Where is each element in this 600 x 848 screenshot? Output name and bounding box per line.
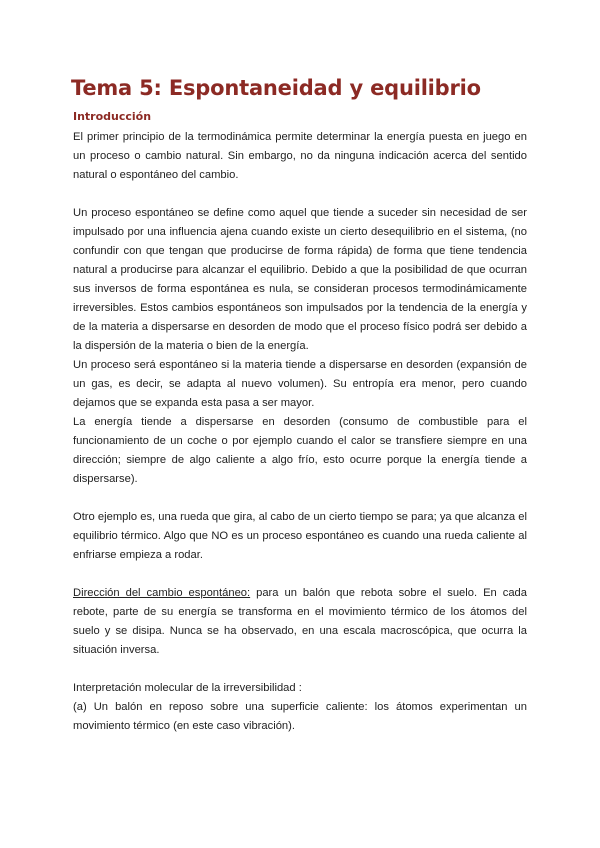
paragraph-direction [73,584,527,660]
paragraph-matter-dispersion: Un proceso será espontáneo si la materia tiende a dispersarse en desorden (expansión de un gas, es decir, se adapta al nuevo volumen). Su entropía era menor, pero cuando dejamos que se expanda esta pasa a ser mayor. [73,359,527,409]
paragraph-wheel-example: Otro ejemplo es, una rueda que gira, al cabo de un cierto tiempo se para; ya que alcanza el equilibrio térmico. Algo que NO es un proceso espontáneo es cuando una rueda caliente al enfriarse empieza a rodar. [73,511,527,561]
paragraph-molecular-heading: Interpretación molecular de la irreversibilidad : [73,682,302,694]
paragraph-energy-dispersion: La energía tiende a dispersarse en desorden (consumo de combustible para el funcionamiento de un coche o por ejemplo cuando el calor se transfiere siempre en una dirección; siempre de algo caliente a algo frío, esto ocurre porque la energía tiende a dispersarse). [73,416,527,485]
paragraph-spacer [73,660,527,679]
paragraph-spacer [73,185,527,204]
paragraph-spontaneous-definition: Un proceso espontáneo se define como aquel que tiende a suceder sin necesidad de ser impulsado por una influencia ajena cuando existe un cierto desequilibrio en el sistema, (no confundir con que tengan que producirse de forma rápida) de forma que tiene tendencia natural a producirse para alcanzar el equilibrio. Debido a que la posibilidad de que ocurran sus inversos de forma espontánea es nula, se consideran procesos termodinámicamente irreversibles. Estos cambios espontáneos son impulsados por la tendencia de la energía y de la materia a dispersarse en desorden de modo que el proceso físico podrá ser debido a la dispersión de la materia o bien de la energía. [73,207,527,352]
paragraph-molecular-a: (a) Un balón en reposo sobre una superficie caliente: los átomos experimentan un movimiento térmico (en este caso vibración). [73,701,527,732]
paragraph-spacer [73,489,527,508]
direction-text: para un balón que rebota sobre el suelo. En cada rebote, parte de su energía se transforma en el movimiento térmico de los átomos del suelo y se disipa. Nunca se ha observado, en una escala macroscópica, que ocurra la situación inversa. [73,587,527,656]
document-body [73,128,527,736]
section-heading: Introducción [73,110,152,123]
paragraph-intro: El primer principio de la termodinámica permite determinar la energía puesta en juego en un proceso o cambio natural. Sin embargo, no da ninguna indicación acerca del sentido natural o espontáneo del cambio. [73,131,527,181]
paragraph-spacer [73,565,527,584]
direction-label: Dirección del cambio espontáneo: [73,587,251,599]
page-title: Tema 5: Espontaneidad y equilibrio [71,76,481,100]
